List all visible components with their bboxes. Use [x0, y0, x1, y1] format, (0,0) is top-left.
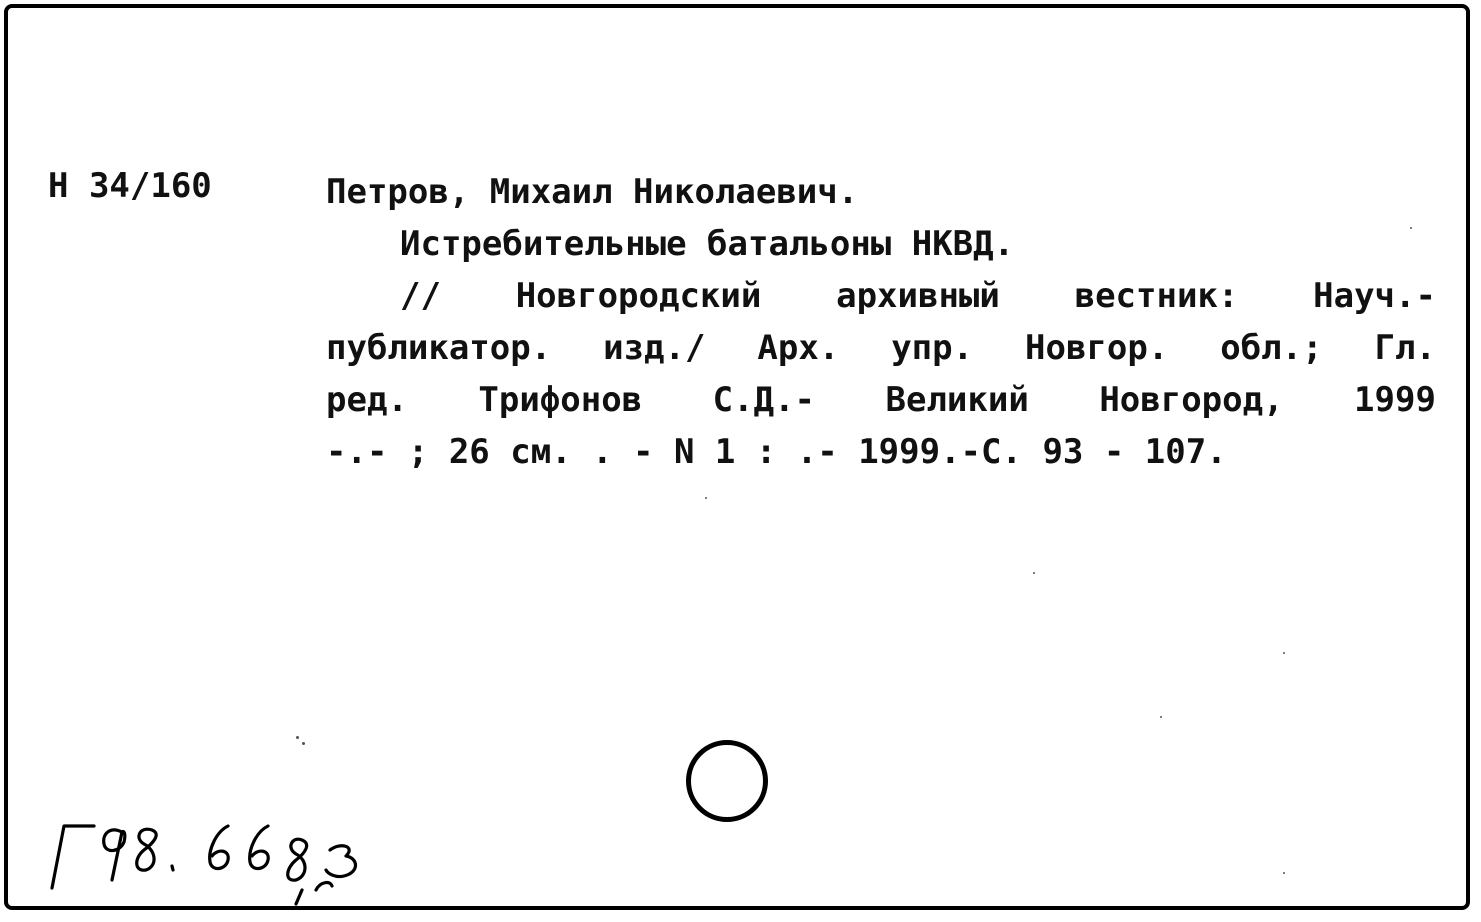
source-word: обл.;: [1220, 328, 1323, 368]
source-line-1: [326, 270, 1436, 322]
source-word: архивный: [836, 276, 1000, 316]
source-line-2: [326, 322, 1436, 374]
scan-speck: [705, 497, 707, 499]
source-word: Великий: [885, 380, 1029, 420]
source-word: Гл.: [1374, 328, 1436, 368]
bibliographic-entry: [326, 166, 1436, 478]
source-word: Трифонов: [478, 380, 643, 420]
source-word: //: [400, 276, 441, 316]
scan-speck: [1033, 572, 1035, 574]
source-word: упр.: [891, 328, 974, 368]
author-line: Петров, Михаил Николаевич.: [326, 172, 859, 212]
title-line: Истребительные батальоны НКВД.: [400, 224, 1015, 264]
shelf-mark: Н 34/160: [48, 166, 212, 206]
source-word: вестник:: [1074, 276, 1239, 316]
source-word: изд./: [603, 328, 706, 368]
source-word: С.Д.-: [712, 380, 816, 420]
handwritten-classification-note: [40, 820, 400, 910]
source-word: Науч.-: [1313, 276, 1436, 316]
punch-hole: [686, 740, 768, 822]
source-word: Новгор.: [1025, 328, 1169, 368]
scan-speck: [1160, 716, 1162, 718]
source-word: Новгородский: [515, 276, 762, 316]
source-line-3: [326, 374, 1436, 426]
source-word: ред.: [326, 380, 408, 420]
scan-speck: [1283, 872, 1285, 874]
source-word: Новгород,: [1099, 380, 1284, 420]
scan-speck: [1283, 652, 1285, 654]
scan-speck: [1410, 227, 1412, 229]
scan-speck: [302, 742, 305, 745]
physical-description-line: -.- ; 26 см. . - N 1 : .- 1999.-С. 93 - 107.: [326, 432, 1227, 472]
source-word: публикатор.: [326, 328, 552, 368]
source-word: 1999: [1354, 380, 1436, 420]
source-word: Арх.: [757, 328, 840, 368]
scan-speck: [296, 736, 299, 739]
